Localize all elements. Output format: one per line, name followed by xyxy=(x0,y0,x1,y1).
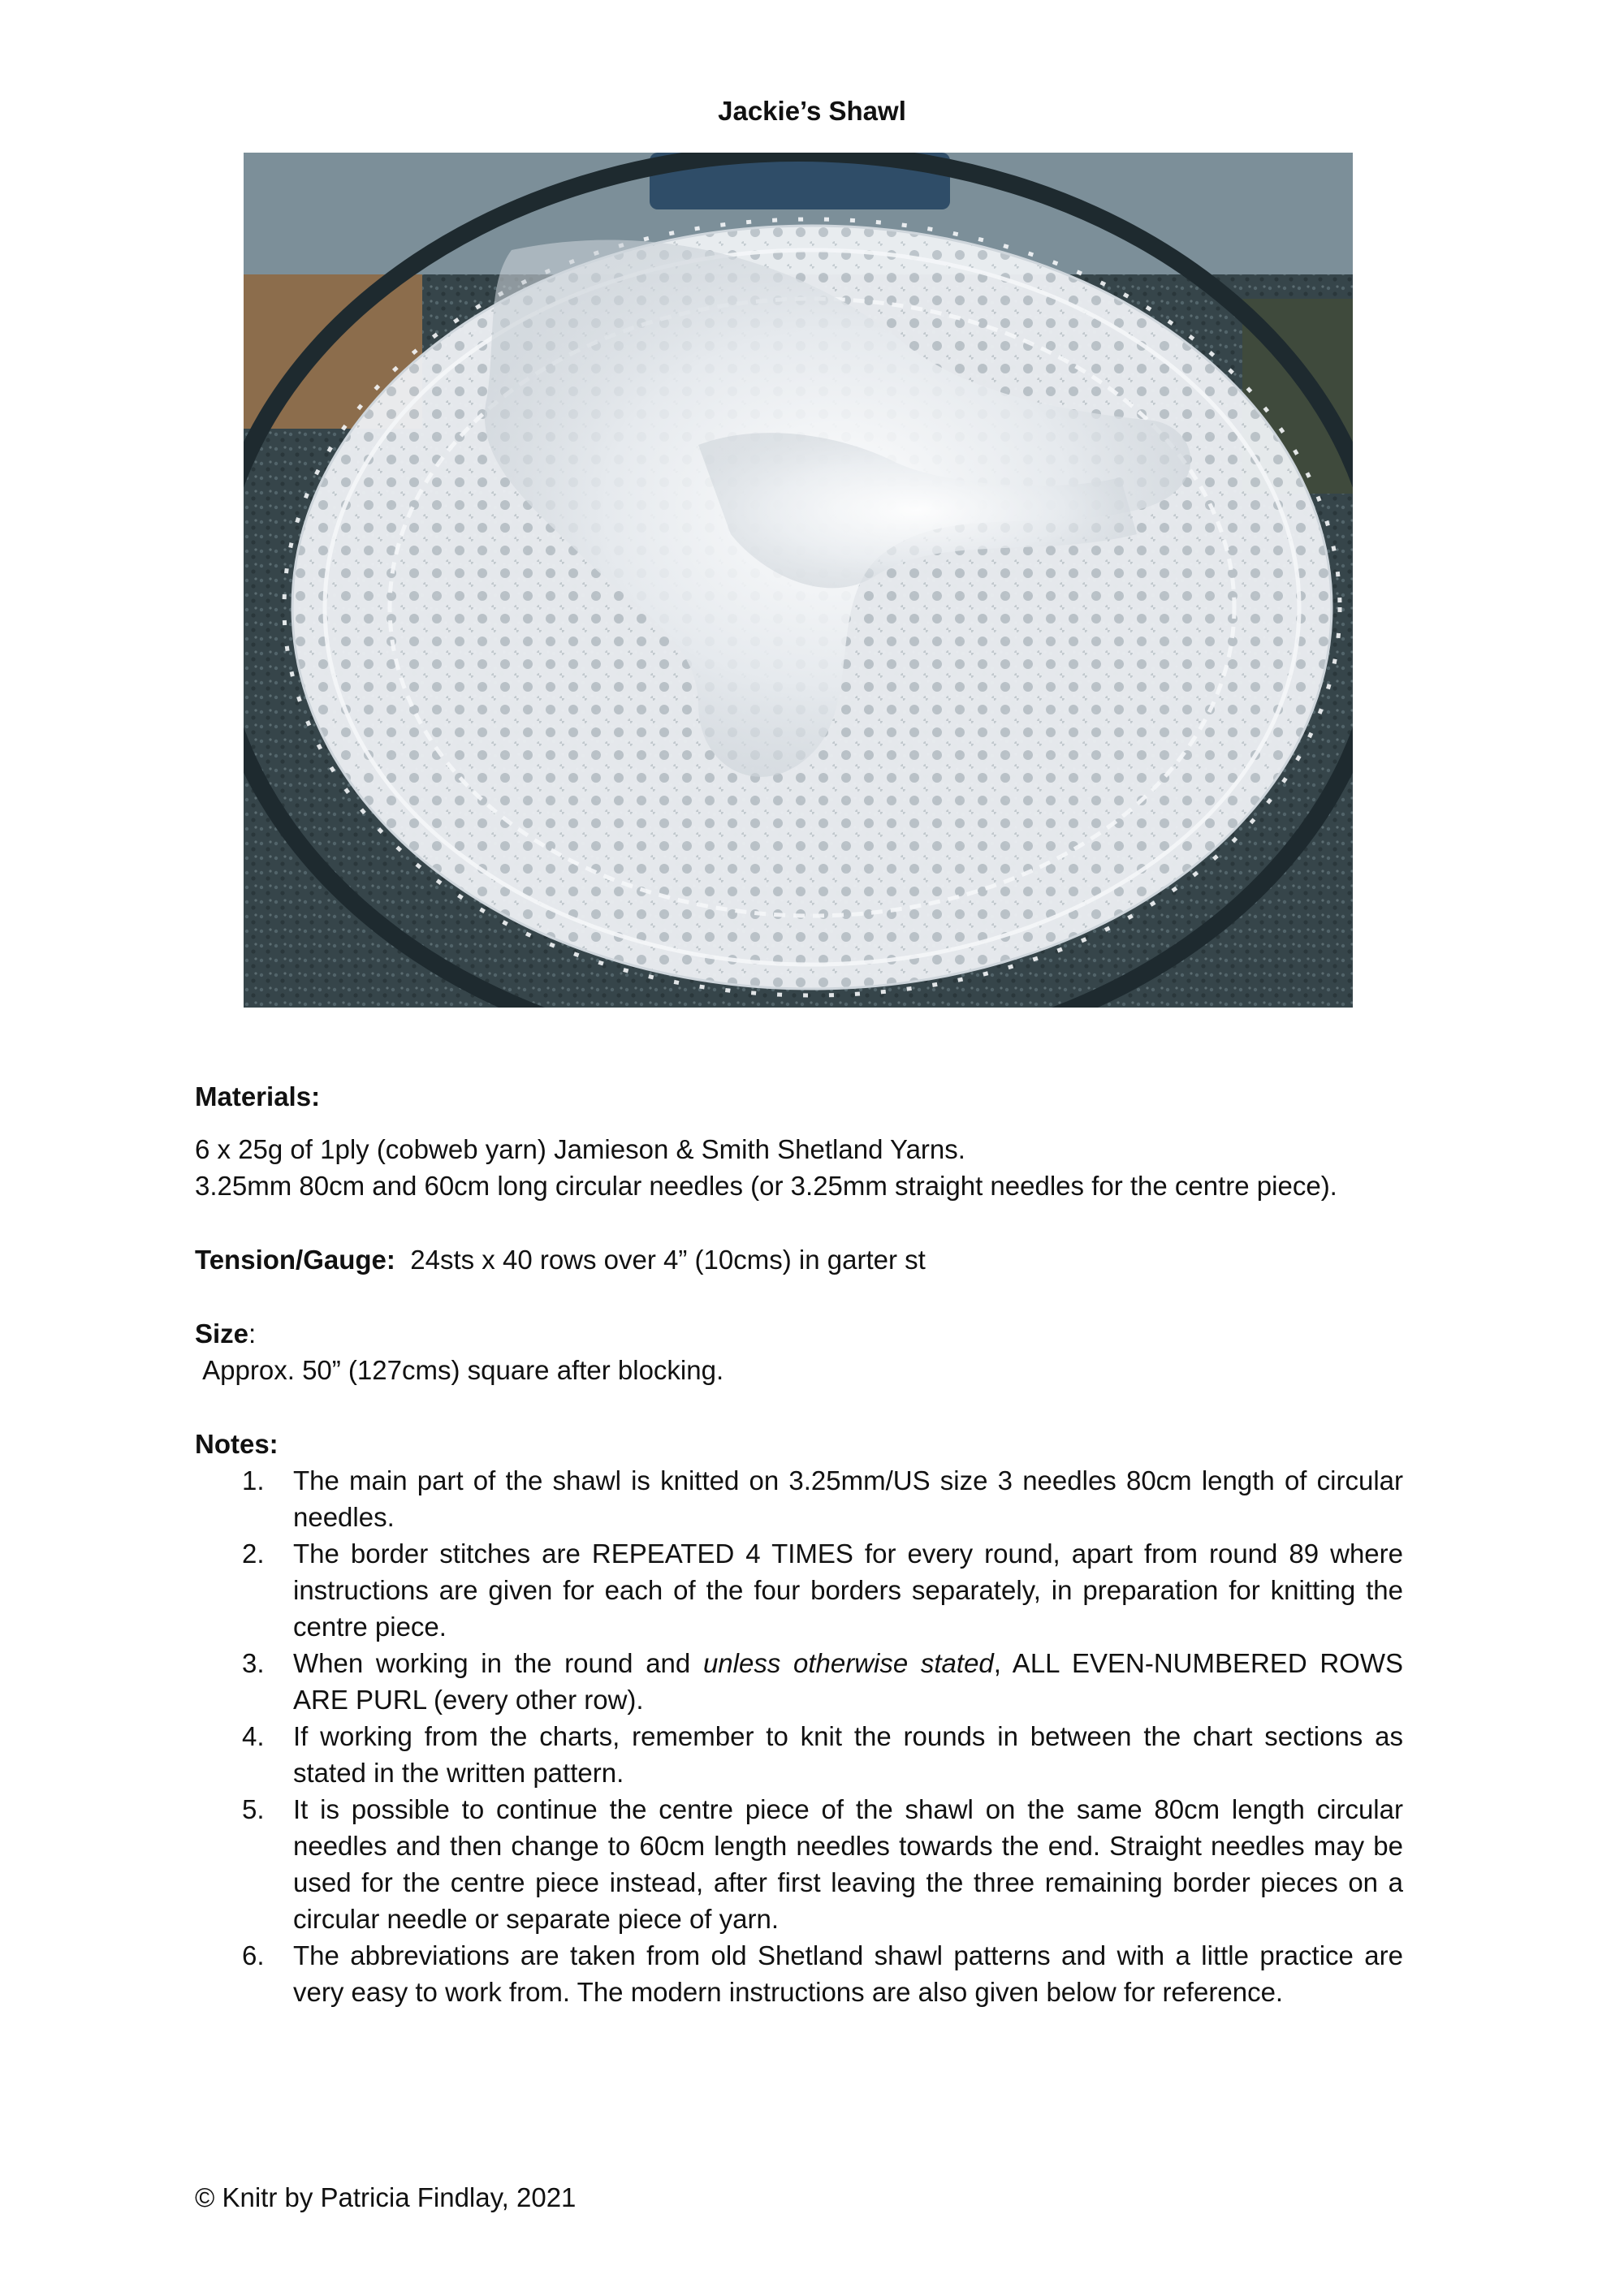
tension-value: 24sts x 40 rows over 4” (10cms) in garter st xyxy=(410,1245,926,1275)
note-text: The main part of the shawl is knitted on 3.25mm/US size 3 needles 80cm length of circular needles. xyxy=(293,1465,1403,1532)
notes-list xyxy=(195,1462,1413,2010)
size-value-line xyxy=(195,1352,1413,1388)
size-value: Approx. 50” (127cms) square after blocking. xyxy=(202,1355,724,1385)
note-number: 3. xyxy=(242,1648,265,1678)
size-heading xyxy=(195,1315,1413,1352)
materials-heading: Materials: xyxy=(195,1081,321,1111)
note-text-after: , ALL EVEN-NUMBERED ROWS ARE PURL (every other row). xyxy=(293,1648,1403,1715)
note-text: It is possible to continue the centre piece of the shawl on the same 80cm length circular needles and then change to 60cm length needles towards the end. Straight needles may be used for the centre piece instead, after first leaving the three remaining border pieces on a circular needle or separate piece of yarn. xyxy=(293,1794,1403,1934)
note-number: 5. xyxy=(242,1794,265,1824)
note-item-6 xyxy=(195,1937,1413,2010)
note-item-2 xyxy=(195,1535,1413,1645)
note-number: 4. xyxy=(242,1721,265,1751)
note-item-5 xyxy=(195,1791,1413,1937)
shawl-photo xyxy=(244,153,1353,1008)
note-item-3 xyxy=(195,1645,1413,1718)
note-item-4 xyxy=(195,1718,1413,1791)
materials-yarn: 6 x 25g of 1ply (cobweb yarn) Jamieson & Smith Shetland Yarns. xyxy=(195,1134,965,1164)
size-colon: : xyxy=(248,1318,257,1349)
note-number: 2. xyxy=(242,1539,265,1569)
notes-heading: Notes: xyxy=(195,1429,279,1459)
note-item-1 xyxy=(195,1462,1413,1535)
materials-needles: 3.25mm 80cm and 60cm long circular needles (or 3.25mm straight needles for the centre piece). xyxy=(195,1171,1337,1201)
note-text: The border stitches are REPEATED 4 TIMES for every round, apart from round 89 where instructions are given for each of the four borders separately, in preparation for knitting the centre piece. xyxy=(293,1539,1403,1642)
note-number: 1. xyxy=(242,1465,265,1495)
tension-label: Tension/Gauge: xyxy=(195,1245,395,1275)
note-text: If working from the charts, remember to knit the rounds in between the chart sections as stated in the written pattern. xyxy=(293,1721,1403,1788)
note-text-italic: unless otherwise stated xyxy=(702,1648,994,1678)
note-number: 6. xyxy=(242,1940,265,1970)
note-text-before: When working in the round and xyxy=(293,1648,703,1678)
pattern-content xyxy=(195,1078,1413,2010)
tension-line xyxy=(195,1241,1413,1278)
copyright-footer: © Knitr by Patricia Findlay, 2021 xyxy=(195,2182,577,2212)
note-text: The abbreviations are taken from old Shetland shawl patterns and with a little practice are very easy to work from. The modern instructions are also given below for reference. xyxy=(293,1940,1403,2007)
size-label: Size xyxy=(195,1318,249,1349)
shawl-photo-illustration xyxy=(244,153,1353,1008)
page-title: Jackie’s Shawl xyxy=(718,96,906,126)
